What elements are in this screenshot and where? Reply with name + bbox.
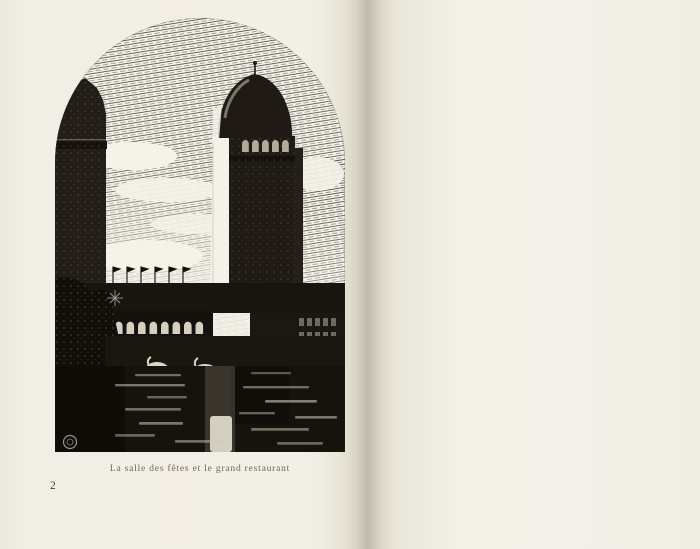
illustration-caption: La salle des fêtes et le grand restaurant [109, 464, 291, 474]
right-page [360, 0, 700, 549]
festival-hall-illustration [55, 18, 345, 452]
page-number-left: 2 [50, 480, 56, 492]
